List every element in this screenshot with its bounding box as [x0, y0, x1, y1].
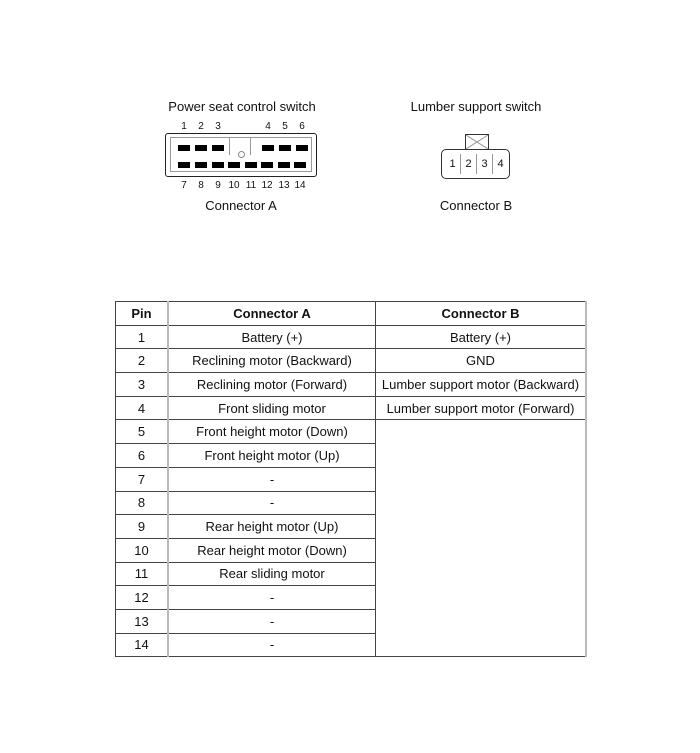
connector-b-pin-label: 1: [445, 154, 461, 174]
connector-a-function-cell: -: [168, 586, 376, 610]
table-row: [116, 420, 587, 444]
connector-a-function-cell: -: [168, 633, 376, 657]
connector-a-function-cell: -: [168, 491, 376, 515]
connector-a-label: Connector A: [205, 198, 277, 213]
connector-b-function-cell: GND: [376, 349, 587, 373]
pin-number-cell: 12: [116, 586, 169, 610]
pin-number-cell: 8: [116, 491, 169, 515]
connector-a-function-cell: Front sliding motor: [168, 396, 376, 420]
connector-a-terminal: [228, 162, 240, 168]
connector-a-function-cell: Reclining motor (Forward): [168, 373, 376, 397]
connector-a-terminal: [195, 145, 207, 151]
connector-a-function-cell: Front height motor (Down): [168, 420, 376, 444]
connector-a-function-cell: Reclining motor (Backward): [168, 349, 376, 373]
connector-b-lock-key: [465, 134, 489, 150]
connector-b-empty-cell: [376, 420, 587, 657]
pin-number-cell: 5: [116, 420, 169, 444]
table-row: [116, 325, 587, 349]
connector-a-terminal: [178, 145, 190, 151]
connector-b-pin-label: 3: [477, 154, 493, 174]
pin-number-cell: 6: [116, 444, 169, 468]
pin-number-cell: 13: [116, 609, 169, 633]
connector-a-function-cell: Front height motor (Up): [168, 444, 376, 468]
pin-number-cell: 9: [116, 515, 169, 539]
connector-a-terminal: [261, 162, 273, 168]
connector-a-terminal: [296, 145, 308, 151]
connector-a-pin-label: 10: [228, 180, 240, 191]
connector-a-terminal: [178, 162, 190, 168]
connector-a-terminal: [195, 162, 207, 168]
pin-assignment-table: [115, 301, 587, 657]
connector-a-terminal: [279, 145, 291, 151]
connector-a-function-cell: Rear sliding motor: [168, 562, 376, 586]
connector-a-pin-label: 7: [181, 180, 187, 191]
connector-b-function-cell: Lumber support motor (Forward): [376, 396, 587, 420]
connector-a-pin-label: 3: [215, 121, 221, 132]
connector-a-housing: [165, 133, 317, 177]
connector-a-pin-label: 4: [265, 121, 271, 132]
connector-a-terminal: [245, 162, 257, 168]
connector-a-pin-label: 14: [294, 180, 306, 191]
pin-number-cell: 4: [116, 396, 169, 420]
connector-a-function-cell: Rear height motor (Down): [168, 538, 376, 562]
connector-a-pin-label: 13: [278, 180, 290, 191]
connector-b-pin-label: 4: [497, 158, 504, 170]
connector-a-function-cell: Rear height motor (Up): [168, 515, 376, 539]
connector-b-function-cell: Lumber support motor (Backward): [376, 373, 587, 397]
connector-a-pin-label: 8: [198, 180, 204, 191]
connector-b-cross-icon: [466, 135, 488, 149]
connector-a-pin-label: 12: [261, 180, 273, 191]
connector-a-pin-label: 1: [181, 121, 187, 132]
table-row: [116, 349, 587, 373]
connector-a-terminal: [262, 145, 274, 151]
table-row: [116, 373, 587, 397]
connector-b-title: Lumber support switch: [410, 99, 542, 114]
connector-a-terminal: [212, 145, 224, 151]
connector-a-pin-label: 5: [282, 121, 288, 132]
table-row: [116, 396, 587, 420]
connector-a-function-cell: -: [168, 609, 376, 633]
pin-number-cell: 1: [116, 325, 169, 349]
connector-b-pin-label: 2: [461, 154, 477, 174]
pin-number-cell: 7: [116, 467, 169, 491]
table-header-row: [116, 302, 587, 326]
pin-number-cell: 10: [116, 538, 169, 562]
connector-a-terminal: [294, 162, 306, 168]
connector-a-function-cell: Battery (+): [168, 325, 376, 349]
connector-a-pin-label: 9: [215, 180, 221, 191]
connector-b-housing: [441, 149, 510, 179]
pin-number-cell: 11: [116, 562, 169, 586]
connector-a-locator-hole: [238, 151, 245, 158]
pin-number-cell: 14: [116, 633, 169, 657]
header-connector-a: Connector A: [168, 302, 376, 326]
pin-number-cell: 2: [116, 349, 169, 373]
connector-a-title: Power seat control switch: [168, 99, 316, 114]
header-connector-b: Connector B: [376, 302, 587, 326]
connector-b-function-cell: Battery (+): [376, 325, 587, 349]
connector-a-terminal: [278, 162, 290, 168]
connector-b-label: Connector B: [439, 198, 513, 213]
connector-a-pin-label: 6: [299, 121, 305, 132]
pin-number-cell: 3: [116, 373, 169, 397]
connector-a-terminal: [212, 162, 224, 168]
connector-a-function-cell: -: [168, 467, 376, 491]
header-pin: Pin: [116, 302, 169, 326]
connector-a-pin-label: 11: [245, 180, 257, 191]
connector-a-pin-label: 2: [198, 121, 204, 132]
